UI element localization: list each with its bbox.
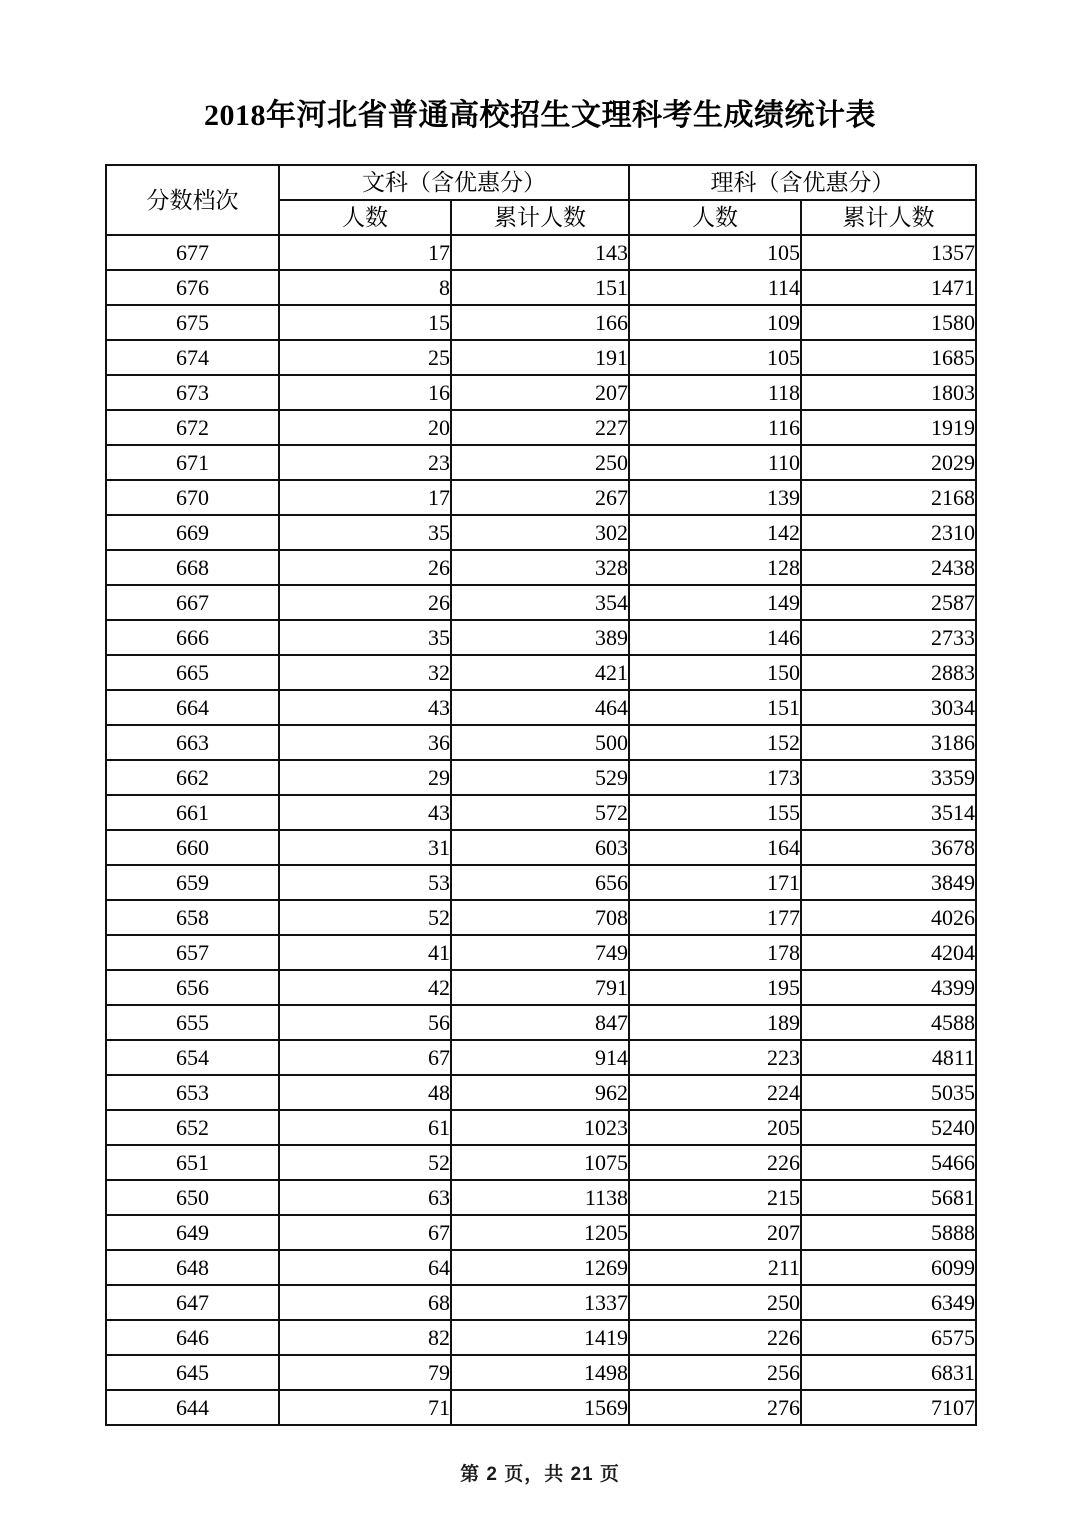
cell-science-count: 164 xyxy=(629,830,801,865)
cell-liberal-count: 29 xyxy=(279,760,451,795)
cell-science-cumulative: 5240 xyxy=(801,1110,976,1145)
table-body xyxy=(106,235,976,1425)
cell-science-count: 189 xyxy=(629,1005,801,1040)
cell-liberal-cumulative: 1498 xyxy=(451,1355,629,1390)
table-row xyxy=(106,795,976,830)
cell-liberal-count: 15 xyxy=(279,305,451,340)
cell-liberal-count: 17 xyxy=(279,480,451,515)
cell-score-tier: 645 xyxy=(106,1355,279,1390)
cell-science-cumulative: 6349 xyxy=(801,1285,976,1320)
cell-liberal-cumulative: 464 xyxy=(451,690,629,725)
table-row xyxy=(106,760,976,795)
cell-liberal-cumulative: 708 xyxy=(451,900,629,935)
cell-score-tier: 673 xyxy=(106,375,279,410)
cell-score-tier: 651 xyxy=(106,1145,279,1180)
cell-score-tier: 646 xyxy=(106,1320,279,1355)
cell-liberal-cumulative: 328 xyxy=(451,550,629,585)
cell-score-tier: 671 xyxy=(106,445,279,480)
cell-liberal-cumulative: 354 xyxy=(451,585,629,620)
cell-score-tier: 662 xyxy=(106,760,279,795)
column-header-liberal-count: 人数 xyxy=(279,200,451,235)
table-row xyxy=(106,1390,976,1425)
cell-liberal-count: 79 xyxy=(279,1355,451,1390)
table-row xyxy=(106,550,976,585)
cell-score-tier: 659 xyxy=(106,865,279,900)
cell-science-cumulative: 3359 xyxy=(801,760,976,795)
cell-science-count: 114 xyxy=(629,270,801,305)
table-row xyxy=(106,270,976,305)
table-row xyxy=(106,1075,976,1110)
table-row xyxy=(106,235,976,270)
cell-science-cumulative: 5035 xyxy=(801,1075,976,1110)
cell-science-cumulative: 2029 xyxy=(801,445,976,480)
cell-science-count: 226 xyxy=(629,1320,801,1355)
cell-liberal-count: 41 xyxy=(279,935,451,970)
cell-science-cumulative: 1803 xyxy=(801,375,976,410)
cell-science-cumulative: 3678 xyxy=(801,830,976,865)
cell-score-tier: 666 xyxy=(106,620,279,655)
cell-score-tier: 665 xyxy=(106,655,279,690)
table-row xyxy=(106,515,976,550)
cell-liberal-cumulative: 227 xyxy=(451,410,629,445)
cell-science-cumulative: 4399 xyxy=(801,970,976,1005)
cell-liberal-count: 53 xyxy=(279,865,451,900)
table-header xyxy=(106,165,976,235)
cell-science-count: 146 xyxy=(629,620,801,655)
score-statistics-table xyxy=(105,164,977,1426)
cell-science-cumulative: 3186 xyxy=(801,725,976,760)
cell-science-count: 151 xyxy=(629,690,801,725)
cell-liberal-cumulative: 962 xyxy=(451,1075,629,1110)
cell-science-cumulative: 4811 xyxy=(801,1040,976,1075)
cell-liberal-count: 67 xyxy=(279,1215,451,1250)
cell-score-tier: 655 xyxy=(106,1005,279,1040)
cell-science-cumulative: 6831 xyxy=(801,1355,976,1390)
table-row xyxy=(106,830,976,865)
cell-science-cumulative: 6099 xyxy=(801,1250,976,1285)
cell-science-count: 173 xyxy=(629,760,801,795)
cell-score-tier: 658 xyxy=(106,900,279,935)
cell-liberal-count: 16 xyxy=(279,375,451,410)
cell-liberal-count: 82 xyxy=(279,1320,451,1355)
table-row xyxy=(106,1040,976,1075)
cell-liberal-count: 43 xyxy=(279,690,451,725)
table-row xyxy=(106,340,976,375)
cell-science-count: 155 xyxy=(629,795,801,830)
cell-score-tier: 669 xyxy=(106,515,279,550)
cell-liberal-cumulative: 1138 xyxy=(451,1180,629,1215)
cell-score-tier: 664 xyxy=(106,690,279,725)
cell-science-count: 195 xyxy=(629,970,801,1005)
cell-liberal-cumulative: 389 xyxy=(451,620,629,655)
cell-liberal-count: 56 xyxy=(279,1005,451,1040)
cell-score-tier: 663 xyxy=(106,725,279,760)
cell-science-count: 118 xyxy=(629,375,801,410)
cell-science-cumulative: 3849 xyxy=(801,865,976,900)
cell-score-tier: 675 xyxy=(106,305,279,340)
cell-score-tier: 672 xyxy=(106,410,279,445)
table-row xyxy=(106,1145,976,1180)
cell-science-count: 150 xyxy=(629,655,801,690)
cell-liberal-cumulative: 1569 xyxy=(451,1390,629,1425)
cell-liberal-cumulative: 302 xyxy=(451,515,629,550)
cell-liberal-count: 42 xyxy=(279,970,451,1005)
cell-liberal-cumulative: 1269 xyxy=(451,1250,629,1285)
cell-science-count: 105 xyxy=(629,340,801,375)
cell-science-cumulative: 2310 xyxy=(801,515,976,550)
table-row xyxy=(106,690,976,725)
table-row xyxy=(106,725,976,760)
cell-liberal-cumulative: 1023 xyxy=(451,1110,629,1145)
cell-liberal-cumulative: 1205 xyxy=(451,1215,629,1250)
page-title: 2018年河北省普通高校招生文理科考生成绩统计表 xyxy=(204,99,876,132)
cell-science-cumulative: 3514 xyxy=(801,795,976,830)
cell-liberal-cumulative: 656 xyxy=(451,865,629,900)
column-header-liberal-cumulative: 累计人数 xyxy=(451,200,629,235)
cell-science-count: 110 xyxy=(629,445,801,480)
cell-liberal-cumulative: 267 xyxy=(451,480,629,515)
cell-science-cumulative: 5681 xyxy=(801,1180,976,1215)
cell-science-count: 109 xyxy=(629,305,801,340)
cell-science-count: 226 xyxy=(629,1145,801,1180)
cell-science-count: 205 xyxy=(629,1110,801,1145)
cell-liberal-count: 63 xyxy=(279,1180,451,1215)
cell-score-tier: 660 xyxy=(106,830,279,865)
cell-score-tier: 657 xyxy=(106,935,279,970)
table-row xyxy=(106,305,976,340)
cell-score-tier: 650 xyxy=(106,1180,279,1215)
cell-score-tier: 654 xyxy=(106,1040,279,1075)
table-row xyxy=(106,655,976,690)
cell-score-tier: 670 xyxy=(106,480,279,515)
cell-science-cumulative: 2168 xyxy=(801,480,976,515)
cell-score-tier: 668 xyxy=(106,550,279,585)
cell-score-tier: 652 xyxy=(106,1110,279,1145)
cell-science-cumulative: 3034 xyxy=(801,690,976,725)
cell-liberal-count: 23 xyxy=(279,445,451,480)
cell-score-tier: 648 xyxy=(106,1250,279,1285)
cell-liberal-cumulative: 151 xyxy=(451,270,629,305)
table-row xyxy=(106,970,976,1005)
cell-science-count: 139 xyxy=(629,480,801,515)
cell-liberal-cumulative: 207 xyxy=(451,375,629,410)
cell-liberal-cumulative: 914 xyxy=(451,1040,629,1075)
column-header-science-count: 人数 xyxy=(629,200,801,235)
table-row xyxy=(106,1250,976,1285)
cell-science-count: 256 xyxy=(629,1355,801,1390)
table-row xyxy=(106,620,976,655)
cell-science-count: 105 xyxy=(629,235,801,270)
table-row xyxy=(106,375,976,410)
cell-liberal-count: 35 xyxy=(279,620,451,655)
cell-science-count: 207 xyxy=(629,1215,801,1250)
cell-score-tier: 661 xyxy=(106,795,279,830)
table-row xyxy=(106,1180,976,1215)
cell-liberal-count: 43 xyxy=(279,795,451,830)
cell-science-count: 215 xyxy=(629,1180,801,1215)
cell-liberal-count: 48 xyxy=(279,1075,451,1110)
table-row xyxy=(106,900,976,935)
cell-liberal-count: 71 xyxy=(279,1390,451,1425)
cell-liberal-cumulative: 791 xyxy=(451,970,629,1005)
cell-science-count: 177 xyxy=(629,900,801,935)
cell-liberal-count: 25 xyxy=(279,340,451,375)
cell-liberal-cumulative: 603 xyxy=(451,830,629,865)
cell-liberal-count: 61 xyxy=(279,1110,451,1145)
cell-liberal-cumulative: 749 xyxy=(451,935,629,970)
column-header-score-tier: 分数档次 xyxy=(106,165,279,235)
cell-science-count: 224 xyxy=(629,1075,801,1110)
cell-science-count: 171 xyxy=(629,865,801,900)
cell-score-tier: 677 xyxy=(106,235,279,270)
cell-science-count: 178 xyxy=(629,935,801,970)
cell-science-cumulative: 2733 xyxy=(801,620,976,655)
cell-score-tier: 644 xyxy=(106,1390,279,1425)
cell-score-tier: 656 xyxy=(106,970,279,1005)
cell-liberal-cumulative: 529 xyxy=(451,760,629,795)
cell-liberal-count: 31 xyxy=(279,830,451,865)
cell-liberal-count: 68 xyxy=(279,1285,451,1320)
cell-score-tier: 667 xyxy=(106,585,279,620)
cell-science-cumulative: 2883 xyxy=(801,655,976,690)
table-row xyxy=(106,410,976,445)
cell-liberal-cumulative: 143 xyxy=(451,235,629,270)
cell-liberal-count: 8 xyxy=(279,270,451,305)
cell-science-count: 142 xyxy=(629,515,801,550)
cell-liberal-count: 26 xyxy=(279,550,451,585)
page-footer: 第 2 页，共 21 页 xyxy=(460,1464,620,1485)
cell-science-cumulative: 5466 xyxy=(801,1145,976,1180)
table-row xyxy=(106,1320,976,1355)
cell-science-count: 223 xyxy=(629,1040,801,1075)
cell-science-cumulative: 1919 xyxy=(801,410,976,445)
cell-science-cumulative: 5888 xyxy=(801,1215,976,1250)
cell-liberal-count: 32 xyxy=(279,655,451,690)
cell-liberal-count: 52 xyxy=(279,1145,451,1180)
cell-science-cumulative: 4588 xyxy=(801,1005,976,1040)
cell-science-cumulative: 4026 xyxy=(801,900,976,935)
cell-science-count: 152 xyxy=(629,725,801,760)
cell-science-cumulative: 7107 xyxy=(801,1390,976,1425)
cell-score-tier: 676 xyxy=(106,270,279,305)
cell-score-tier: 653 xyxy=(106,1075,279,1110)
cell-liberal-cumulative: 1337 xyxy=(451,1285,629,1320)
cell-liberal-count: 20 xyxy=(279,410,451,445)
cell-liberal-count: 52 xyxy=(279,900,451,935)
score-table-container xyxy=(105,164,975,1426)
cell-science-cumulative: 2587 xyxy=(801,585,976,620)
table-row xyxy=(106,1110,976,1145)
cell-liberal-count: 67 xyxy=(279,1040,451,1075)
cell-science-cumulative: 1685 xyxy=(801,340,976,375)
column-header-group-liberal-arts: 文科（含优惠分） xyxy=(279,165,629,200)
cell-score-tier: 649 xyxy=(106,1215,279,1250)
column-header-group-science: 理科（含优惠分） xyxy=(629,165,976,200)
table-row xyxy=(106,1355,976,1390)
cell-science-cumulative: 4204 xyxy=(801,935,976,970)
cell-science-count: 149 xyxy=(629,585,801,620)
cell-science-count: 116 xyxy=(629,410,801,445)
table-row xyxy=(106,1215,976,1250)
cell-science-cumulative: 6575 xyxy=(801,1320,976,1355)
cell-liberal-cumulative: 421 xyxy=(451,655,629,690)
table-row xyxy=(106,865,976,900)
cell-science-count: 276 xyxy=(629,1390,801,1425)
cell-liberal-cumulative: 500 xyxy=(451,725,629,760)
cell-liberal-cumulative: 191 xyxy=(451,340,629,375)
table-row xyxy=(106,445,976,480)
cell-liberal-cumulative: 1419 xyxy=(451,1320,629,1355)
cell-science-cumulative: 1357 xyxy=(801,235,976,270)
cell-liberal-count: 35 xyxy=(279,515,451,550)
cell-liberal-cumulative: 166 xyxy=(451,305,629,340)
cell-science-cumulative: 1471 xyxy=(801,270,976,305)
cell-liberal-cumulative: 1075 xyxy=(451,1145,629,1180)
table-row xyxy=(106,480,976,515)
table-row xyxy=(106,935,976,970)
cell-liberal-cumulative: 250 xyxy=(451,445,629,480)
cell-liberal-count: 36 xyxy=(279,725,451,760)
cell-science-count: 250 xyxy=(629,1285,801,1320)
table-row xyxy=(106,585,976,620)
cell-score-tier: 647 xyxy=(106,1285,279,1320)
table-header-row-groups xyxy=(106,165,976,200)
cell-liberal-count: 26 xyxy=(279,585,451,620)
column-header-science-cumulative: 累计人数 xyxy=(801,200,976,235)
cell-science-cumulative: 2438 xyxy=(801,550,976,585)
cell-liberal-cumulative: 847 xyxy=(451,1005,629,1040)
table-row xyxy=(106,1005,976,1040)
cell-liberal-count: 17 xyxy=(279,235,451,270)
cell-science-count: 211 xyxy=(629,1250,801,1285)
cell-liberal-cumulative: 572 xyxy=(451,795,629,830)
cell-score-tier: 674 xyxy=(106,340,279,375)
cell-science-cumulative: 1580 xyxy=(801,305,976,340)
cell-liberal-count: 64 xyxy=(279,1250,451,1285)
cell-science-count: 128 xyxy=(629,550,801,585)
table-row xyxy=(106,1285,976,1320)
